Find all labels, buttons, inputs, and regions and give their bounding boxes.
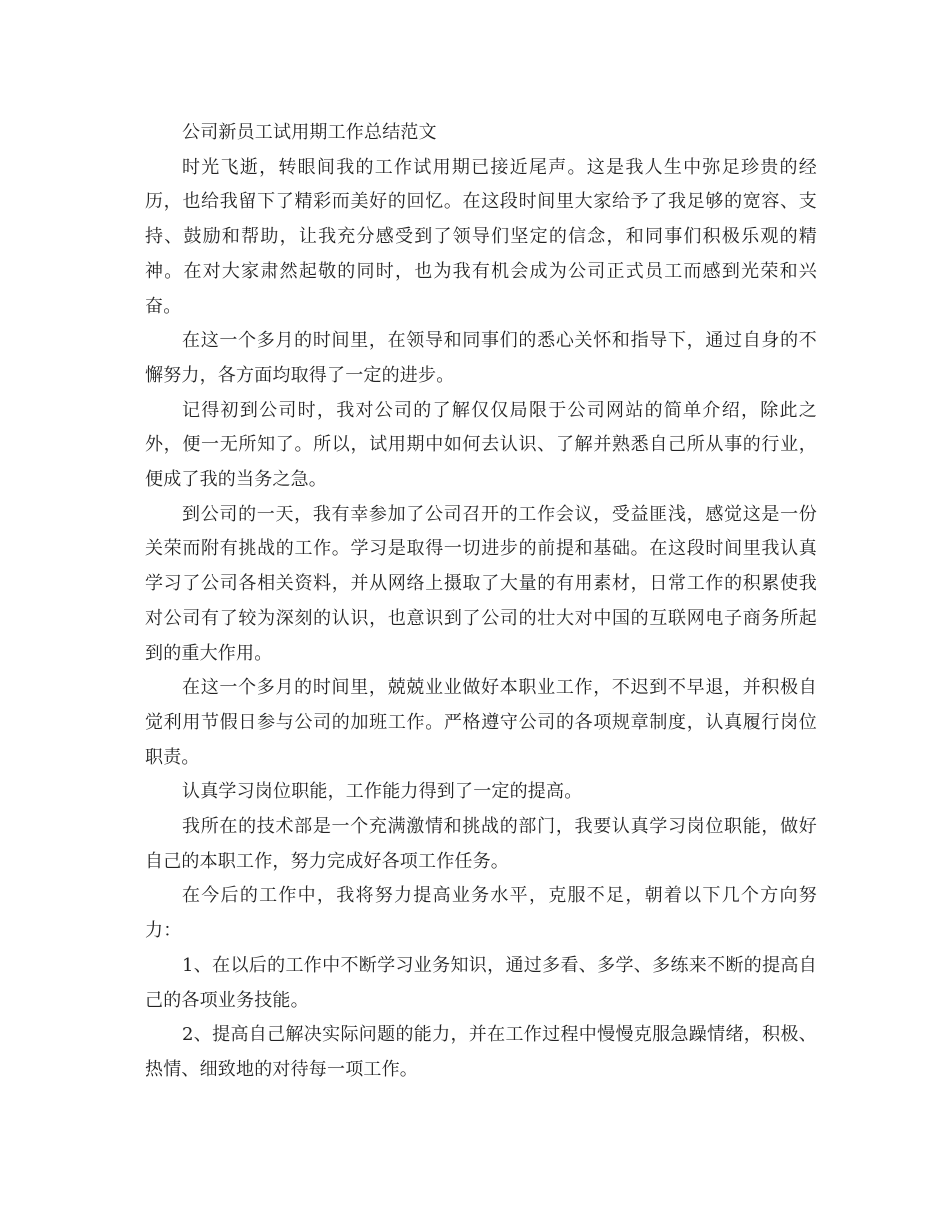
paragraph: 我所在的技术部是一个充满激情和挑战的部门，我要认真学习岗位职能，做好自己的本职工作，努力完成好各项工作任务。: [145, 816, 817, 872]
paragraph: 在今后的工作中，我将努力提高业务水平，克服不足，朝着以下几个方向努力：: [145, 885, 817, 942]
paragraph: 时光飞逝，转眼间我的工作试用期已接近尾声。这是我人生中弥足珍贵的经历，也给我留下了精彩而美好的回忆。在这段时间里大家给予了我足够的宽容、支持、鼓励和帮助，让我充分感受到了领导们坚定的信念，和同事们积极乐观的精神。在对大家肃然起敬的同时，也为我有机会成为公司正式员工而感到光荣和兴奋。: [145, 156, 817, 317]
paragraph: 到公司的一天，我有幸参加了公司召开的工作会议，受益匪浅，感觉这是一份关荣而附有挑战的工作。学习是取得一切进步的前提和基础。在这段时间里我认真学习了公司各相关资料，并从网络上摄取了大量的有用素材，日常工作的积累使我对公司有了较为深刻的认识，也意识到了公司的壮大对中国的互联网电子商务所起到的重大作用。: [145, 503, 817, 664]
paragraph: 在这一个多月的时间里，在领导和同事们的悉心关怀和指导下，通过自身的不懈努力，各方面均取得了一定的进步。: [145, 330, 817, 386]
paragraph: 记得初到公司时，我对公司的了解仅仅局限于公司网站的简单介绍，除此之外，便一无所知了。所以，试用期中如何去认识、了解并熟悉自己所从事的行业，便成了我的当务之急。: [145, 399, 817, 491]
paragraph: 在这一个多月的时间里，兢兢业业做好本职业工作，不迟到不早退，并积极自觉利用节假日参与公司的加班工作。严格遵守公司的各项规章制度，认真履行岗位职责。: [145, 677, 817, 768]
paragraph: 认真学习岗位职能，工作能力得到了一定的提高。: [182, 781, 583, 803]
document-title: 公司新员工试用期工作总结范文: [182, 122, 437, 143]
paragraph: 2、提高自己解决实际问题的能力，并在工作过程中慢慢克服急躁情绪，积极、热情、细致地的对待每一项工作。: [145, 1024, 817, 1080]
document-body: [145, 116, 817, 1088]
paragraph: 1、在以后的工作中不断学习业务知识，通过多看、多学、多练来不断的提高自己的各项业务技能。: [145, 954, 817, 1011]
